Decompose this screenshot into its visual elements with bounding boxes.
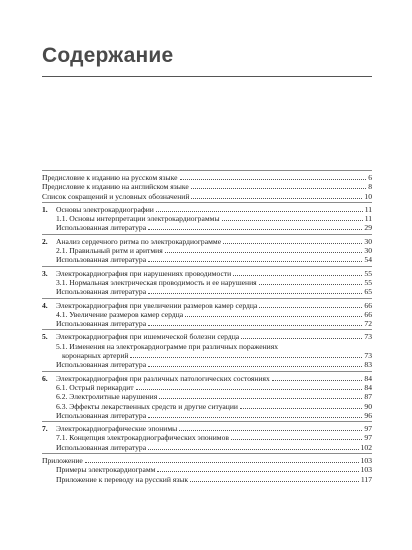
section-label: Примеры электрокардиограмм <box>56 465 156 475</box>
toc-page-number: 29 <box>364 223 372 233</box>
section-label: Использованная литература <box>56 223 147 233</box>
toc-leader-dots <box>156 205 363 212</box>
toc-leader-dots <box>148 255 362 262</box>
toc-leader-dots <box>148 319 362 326</box>
toc-section[interactable] <box>42 223 372 232</box>
chapter-number: 6. <box>42 373 48 383</box>
toc-leader-dots <box>190 475 359 482</box>
toc-leader-dots <box>223 237 362 244</box>
toc-section[interactable] <box>42 465 372 474</box>
toc-leader-dots <box>148 223 362 230</box>
toc-section[interactable] <box>42 402 372 411</box>
toc-leader-dots <box>185 310 362 317</box>
toc-leader-dots <box>259 278 363 285</box>
toc-section[interactable] <box>42 360 372 369</box>
chapter-title: Основы электрокардиографии <box>56 204 154 214</box>
toc-section[interactable] <box>42 278 372 287</box>
toc-page-number: 87 <box>364 392 372 402</box>
section-label: Использованная литература <box>56 287 147 297</box>
chapter-separator <box>42 234 372 235</box>
toc-entry-label: Предисловие к изданию на русском языке <box>42 173 178 182</box>
title-rule <box>42 76 372 77</box>
chapter-separator <box>42 329 372 330</box>
toc-section[interactable] <box>42 433 372 442</box>
toc-page-number: 96 <box>364 410 372 420</box>
toc-leader-dots <box>241 332 362 339</box>
appendix-title: Приложение <box>42 456 83 466</box>
toc-page-number: 55 <box>364 268 372 278</box>
toc-page-number: 65 <box>364 287 372 297</box>
toc-section[interactable] <box>42 411 372 420</box>
chapter-separator <box>42 421 372 422</box>
chapter-separator <box>42 202 372 203</box>
toc-leader-dots <box>191 182 366 189</box>
toc-leader-dots <box>259 301 362 308</box>
toc-chapter-3[interactable] <box>42 269 372 278</box>
toc-chapter-4[interactable] <box>42 301 372 310</box>
chapter-number: 7. <box>42 424 48 434</box>
chapter-separator <box>42 266 372 267</box>
toc-leader-dots <box>165 246 363 253</box>
toc-leader-dots <box>231 433 362 440</box>
toc-section[interactable] <box>42 214 372 223</box>
chapter-number: 1. <box>42 204 48 214</box>
toc-section[interactable] <box>42 392 372 401</box>
toc-leader-dots <box>191 192 362 199</box>
toc-leader-dots <box>148 411 362 418</box>
toc-page-number: 84 <box>364 373 372 383</box>
section-label: 6.1. Острый перикардит <box>56 382 134 392</box>
toc-page-number: 66 <box>364 309 372 319</box>
toc-page-number: 54 <box>364 255 372 265</box>
toc-page-number: 10 <box>364 191 372 201</box>
chapter-number: 5. <box>42 332 48 342</box>
toc-page-number: 66 <box>364 300 372 310</box>
chapter-separator <box>42 371 372 372</box>
toc-page-number: 30 <box>364 236 372 246</box>
toc-page-number: 103 <box>360 456 372 466</box>
chapter-number: 2. <box>42 236 48 246</box>
toc-separator <box>42 170 372 171</box>
toc-leader-dots <box>130 351 362 358</box>
toc-leader-dots <box>85 456 359 463</box>
toc-leader-dots <box>148 287 362 294</box>
toc-page-number: 11 <box>364 204 372 214</box>
toc-page-number: 30 <box>364 246 372 256</box>
page-title: Содержание <box>42 44 174 67</box>
section-label-line1: 5.1. Изменения на электрокардиограмме при различных поражениях <box>56 341 279 351</box>
chapter-separator <box>42 453 372 454</box>
toc-page-number: 97 <box>364 433 372 443</box>
toc-section[interactable] <box>42 319 372 328</box>
toc-page-number: 84 <box>364 382 372 392</box>
toc-entry-label: Список сокращений и условных обозначений <box>42 191 190 201</box>
toc-page-number: 103 <box>360 465 372 475</box>
toc-section[interactable] <box>42 255 372 264</box>
toc-section[interactable] <box>42 310 372 319</box>
toc-leader-dots <box>233 269 362 276</box>
section-label: 6.3. Эффекты лекарственных средств и другие ситуации <box>56 401 238 411</box>
toc-page-number: 11 <box>364 214 372 224</box>
section-label: Использованная литература <box>56 255 147 265</box>
toc-page-number: 73 <box>364 351 372 361</box>
toc-entry-abbreviations[interactable] <box>42 192 372 201</box>
chapter-title: Электрокардиография при ишемической болезни сердца <box>56 332 240 342</box>
section-label: 4.1. Увеличение размеров камер сердца <box>56 309 184 319</box>
toc-page-number: 90 <box>364 401 372 411</box>
section-label: 1.1. Основы интерпретации электрокардиограммы <box>56 214 220 224</box>
toc-entry-label: Предисловие к изданию на английском языке <box>42 182 189 192</box>
section-label: Использованная литература <box>56 360 147 370</box>
toc-page-number: 117 <box>360 474 372 484</box>
chapter-number: 4. <box>42 300 48 310</box>
toc-section[interactable] <box>42 287 372 296</box>
toc-appendix[interactable] <box>42 456 372 465</box>
toc-section[interactable] <box>42 246 372 255</box>
section-label: Приложение к переводу на русский язык <box>56 474 189 484</box>
toc-leader-dots <box>240 402 362 409</box>
toc-section[interactable] <box>42 383 372 392</box>
toc-chapter-6[interactable] <box>42 374 372 383</box>
toc-leader-dots <box>180 173 367 180</box>
toc-leader-dots <box>148 443 359 450</box>
toc-leader-dots <box>159 392 362 399</box>
toc-leader-dots <box>222 214 363 221</box>
toc-section[interactable] <box>42 443 372 452</box>
toc-entry-preface-en[interactable] <box>42 182 372 191</box>
toc-page-number: 83 <box>364 360 372 370</box>
toc-leader-dots <box>179 424 362 431</box>
toc-page-number: 97 <box>364 424 372 434</box>
section-label: Использованная литература <box>56 442 147 452</box>
toc-section[interactable] <box>42 342 372 351</box>
chapter-separator <box>42 298 372 299</box>
toc-chapter-1[interactable] <box>42 205 372 214</box>
toc-section[interactable] <box>42 475 372 484</box>
toc-entry-preface-ru[interactable] <box>42 173 372 182</box>
toc-page-number: 55 <box>364 277 372 287</box>
chapter-title: Электрокардиография при нарушениях проводимости <box>56 268 232 278</box>
chapter-title: Электрокардиография при увеличении размеров камер сердца <box>56 300 258 310</box>
section-label: 7.1. Концепция электрокардиографических эпонимов <box>56 433 229 443</box>
table-of-contents <box>42 169 372 484</box>
chapter-title: Анализ сердечного ритма по электрокардиограмме <box>56 236 222 246</box>
toc-section-continuation[interactable] <box>42 351 372 360</box>
section-label: Использованная литература <box>56 319 147 329</box>
section-label: 3.1. Нормальная электрическая проводимость и ее нарушения <box>56 277 257 287</box>
toc-leader-dots <box>272 374 363 381</box>
toc-page-number: 8 <box>368 182 372 192</box>
section-label: 6.2. Электролитные нарушения <box>56 392 158 402</box>
toc-leader-dots <box>136 383 363 390</box>
toc-leader-dots <box>148 360 362 367</box>
section-label-line2: коронарных артерий <box>62 351 129 361</box>
toc-page-number: 72 <box>364 319 372 329</box>
toc-leader-dots <box>157 465 358 472</box>
chapter-number: 3. <box>42 268 48 278</box>
section-label: 2.1. Правильный ритм и аритмия <box>56 246 163 256</box>
chapter-title: Электрокардиографические эпонимы <box>56 424 178 434</box>
toc-chapter-5[interactable] <box>42 332 372 341</box>
toc-page-number: 6 <box>368 173 372 182</box>
toc-page-number: 102 <box>360 442 372 452</box>
chapter-title: Электрокардиография при различных патологических состояниях <box>56 373 270 383</box>
toc-chapter-2[interactable] <box>42 237 372 246</box>
section-label: Использованная литература <box>56 410 147 420</box>
toc-page-number: 73 <box>364 332 372 342</box>
toc-chapter-7[interactable] <box>42 424 372 433</box>
